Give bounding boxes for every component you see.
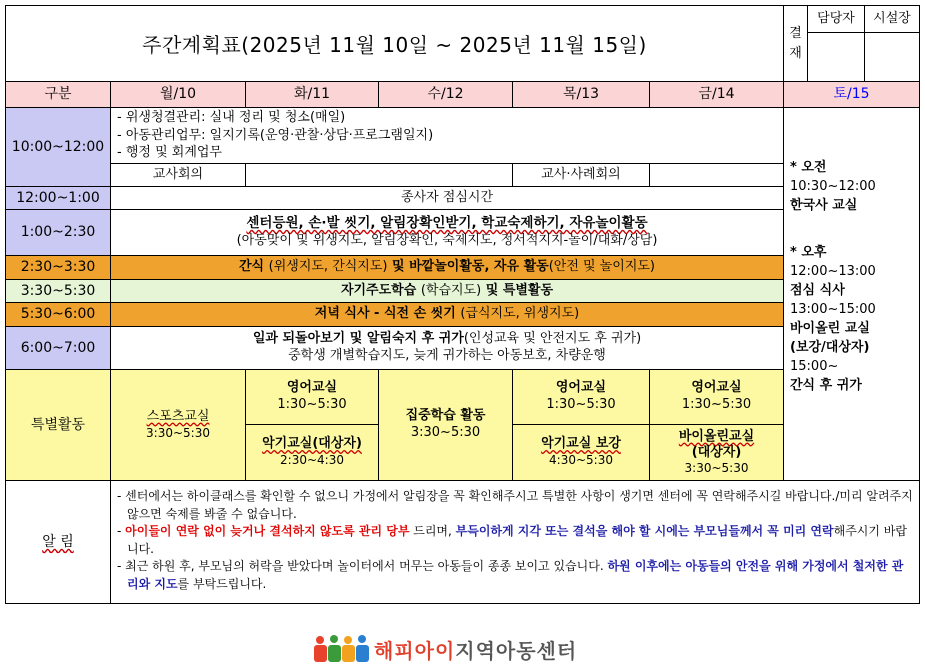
approval-director-header: 시설장 bbox=[864, 5, 920, 33]
header-thu: 목/13 bbox=[512, 81, 650, 108]
notice-item-3: - 최근 하원 후, 부모님의 허락을 받았다며 놀이터에서 머무는 아동들이 종종 보이고 있습니다. 하원 이후에는 아동들의 안전을 위해 가정에서 철저한 관리와 지도를 부탁드립니다. bbox=[117, 559, 904, 591]
approval-staff-header: 담당자 bbox=[807, 5, 865, 33]
special-fri-2: 바이올린교실 (대상자) 3:30~5:30 bbox=[649, 424, 784, 481]
title-main: 주간계획표 bbox=[142, 33, 242, 57]
notice-item-1: - 센터에서는 하이클래스를 확인할 수 없으니 가정에서 알림장을 꼭 확인해주시고 특별한 사항이 생기면 센터에 꼭 연락해주시길 바랍니다./미리 알려주지 않으면 숙제를 봐줄 수 없습니다. bbox=[117, 489, 913, 521]
time-1-230: 1:00~2:30 bbox=[5, 209, 111, 256]
notice-label: 알 림 bbox=[5, 480, 111, 604]
time-530-6: 5:30~6:00 bbox=[5, 302, 111, 327]
approval-label: 결재 bbox=[783, 5, 808, 82]
evening-row: 일과 되돌아보기 및 알림숙지 후 귀가(인성교육 및 안전지도 후 귀가) 중학생 개별학습지도, 늦게 귀가하는 아동보호, 차량운행 bbox=[110, 326, 784, 370]
header-tue: 화/11 bbox=[245, 81, 379, 108]
header-wed: 수/12 bbox=[378, 81, 513, 108]
afternoon-routine-detail: (아동맞이 및 위생지도, 알림장확인, 숙제지도, 정서적지지-놀이/대화/상담) bbox=[236, 232, 658, 248]
afternoon-routine-main: 센터등원, 손·발 씻기, 알림장확인받기, 학교숙제하기, 자유놀이활동 bbox=[246, 215, 648, 232]
approval-director-sign[interactable] bbox=[864, 32, 920, 82]
morning-task-1: - 위생청결관리: 실내 정리 및 청소(매일) bbox=[117, 110, 346, 125]
header-fri: 금/14 bbox=[649, 81, 784, 108]
saturday-schedule: * 오전 10:30~12:00 한국사 교실 * 오후 12:00~13:00 점심 식사 13:00~15:00 바이올린 교실 (보강/대상자) 15:00~ 간식 후 귀가 bbox=[783, 107, 920, 481]
special-mon: 스포츠교실 3:30~5:30 bbox=[110, 369, 246, 481]
time-330-530: 3:30~5:30 bbox=[5, 279, 111, 303]
header-sat: 토/15 bbox=[783, 81, 920, 108]
time-10-12: 10:00~12:00 bbox=[5, 107, 111, 187]
header-category: 구분 bbox=[5, 81, 111, 108]
title-box bbox=[5, 5, 784, 82]
time-12-1: 12:00~1:00 bbox=[5, 186, 111, 210]
notice-item-2: - 아이들이 연락 없이 늦거나 결석하지 않도록 관리 당부 드리며, 부득이하게 지각 또는 결석을 해야 할 시에는 부모님들께서 꼭 미리 연락해주시기 바랍니다. bbox=[117, 524, 907, 556]
page-title bbox=[142, 29, 647, 58]
tue-meeting-empty bbox=[245, 163, 513, 187]
special-tue-1: 영어교실 1:30~5:30 bbox=[245, 369, 379, 425]
time-6-7: 6:00~7:00 bbox=[5, 326, 111, 370]
lunch-row: 종사자 점심시간 bbox=[110, 186, 784, 210]
evening-row-detail: 중학생 개별학습지도, 늦게 귀가하는 아동보호, 차량운행 bbox=[288, 348, 606, 363]
thu-meeting: 교사·사례회의 bbox=[512, 163, 650, 187]
study-row: 자기주도학습 (학습지도) 및 특별활동 bbox=[110, 279, 784, 303]
special-thu-2: 악기교실 보강 4:30~5:30 bbox=[512, 424, 650, 481]
special-thu-1: 영어교실 1:30~5:30 bbox=[512, 369, 650, 425]
time-230-330: 2:30~3:30 bbox=[5, 255, 111, 280]
logo-icon bbox=[312, 634, 370, 664]
mon-meeting: 교사회의 bbox=[110, 163, 246, 187]
snack-row: 간식 (위생지도, 간식지도) 및 바깥놀이활동, 자유 활동 (안전 및 놀이지도) bbox=[110, 255, 784, 280]
morning-task-2: - 아동관리업무: 일지기록(운영·관찰·상담·프로그램일지) bbox=[117, 127, 434, 143]
afternoon-routine bbox=[110, 209, 784, 256]
notice-body bbox=[110, 480, 920, 604]
special-fri-1: 영어교실 1:30~5:30 bbox=[649, 369, 784, 425]
dinner-row: 저녁 식사 - 식전 손 씻기 (급식지도, 위생지도) bbox=[110, 302, 784, 327]
special-tue-2: 악기교실(대상자) 2:30~4:30 bbox=[245, 424, 379, 481]
morning-task-3: - 행정 및 회계업무 bbox=[117, 145, 222, 160]
special-label: 특별활동 bbox=[5, 369, 111, 481]
header-mon: 월/10 bbox=[110, 81, 246, 108]
special-wed: 집중학습 활동 3:30~5:30 bbox=[378, 369, 513, 481]
morning-tasks bbox=[110, 107, 784, 164]
footer-logo: 해피아이지역아동센터 bbox=[312, 632, 622, 666]
fri-meeting-empty bbox=[649, 163, 784, 187]
title-range: (2025년 11월 10일 ~ 2025년 11월 15일) bbox=[241, 33, 647, 57]
approval-staff-sign[interactable] bbox=[807, 32, 865, 82]
